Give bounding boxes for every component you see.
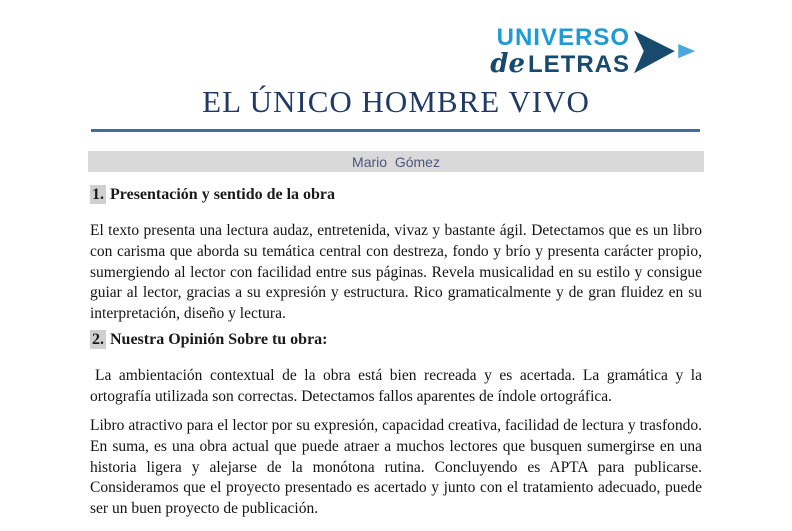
- author-name: Mario Gómez: [352, 153, 440, 170]
- author-bar: [88, 151, 704, 172]
- logo-letras-text: LETRAS: [528, 51, 630, 78]
- section-2-heading: [90, 331, 702, 349]
- section-2-number: 2.: [92, 331, 104, 348]
- section-1-number: 1.: [92, 186, 104, 203]
- logo-de-text: de: [490, 49, 525, 79]
- publisher-logo: [490, 26, 696, 77]
- section-2-paragraph-1: La ambientación contextual de la obra está bien recreada y es acertada. La gramática y la ortografía utilizada son correctas. Detectamos fallos aparentes de índole ortográfica.: [90, 367, 702, 405]
- section-2-title: Nuestra Opinión Sobre tu obra:: [110, 331, 328, 348]
- logo-wordmark: [490, 26, 630, 77]
- section-2-paragraph-2: Libro atractivo para el lector por su expresión, capacidad creativa, facilidad de lectura y trasfondo. En suma, es una obra actual que puede atraer a muchos lectores que busquen sumergirse en una historia ligera y alejarse de la monótona rutina. Concluyendo es APTA para publicarse. Consideramos que el proyecto presentado es acertado y junto con el tratamiento adecuado, puede ser un buen proyecto de publicación.: [90, 417, 702, 518]
- section-1-paragraph: El texto presenta una lectura audaz, entretenida, vivaz y bastante ágil. Detectamos que es un libro con carisma que aborda su temática central con destreza, fondo y brío y presenta carácter propio, sumergiendo al lector con facilidad entre sus páginas. Revela musicalidad en su estilo y consigue guiar al lector, gracias a su expresión y estructura. Rico gramaticalmente y de gran fluidez en su interpretación, diseño y lectura.: [90, 222, 702, 323]
- page-title: EL ÚNICO HOMBRE VIVO: [202, 84, 590, 119]
- section-1-title: Presentación y sentido de la obra: [110, 186, 336, 203]
- section-1-heading: [90, 186, 702, 204]
- title-divider: [91, 129, 700, 132]
- paper-plane-icon: [634, 28, 696, 76]
- logo-universo-text: UNIVERSO: [496, 24, 630, 51]
